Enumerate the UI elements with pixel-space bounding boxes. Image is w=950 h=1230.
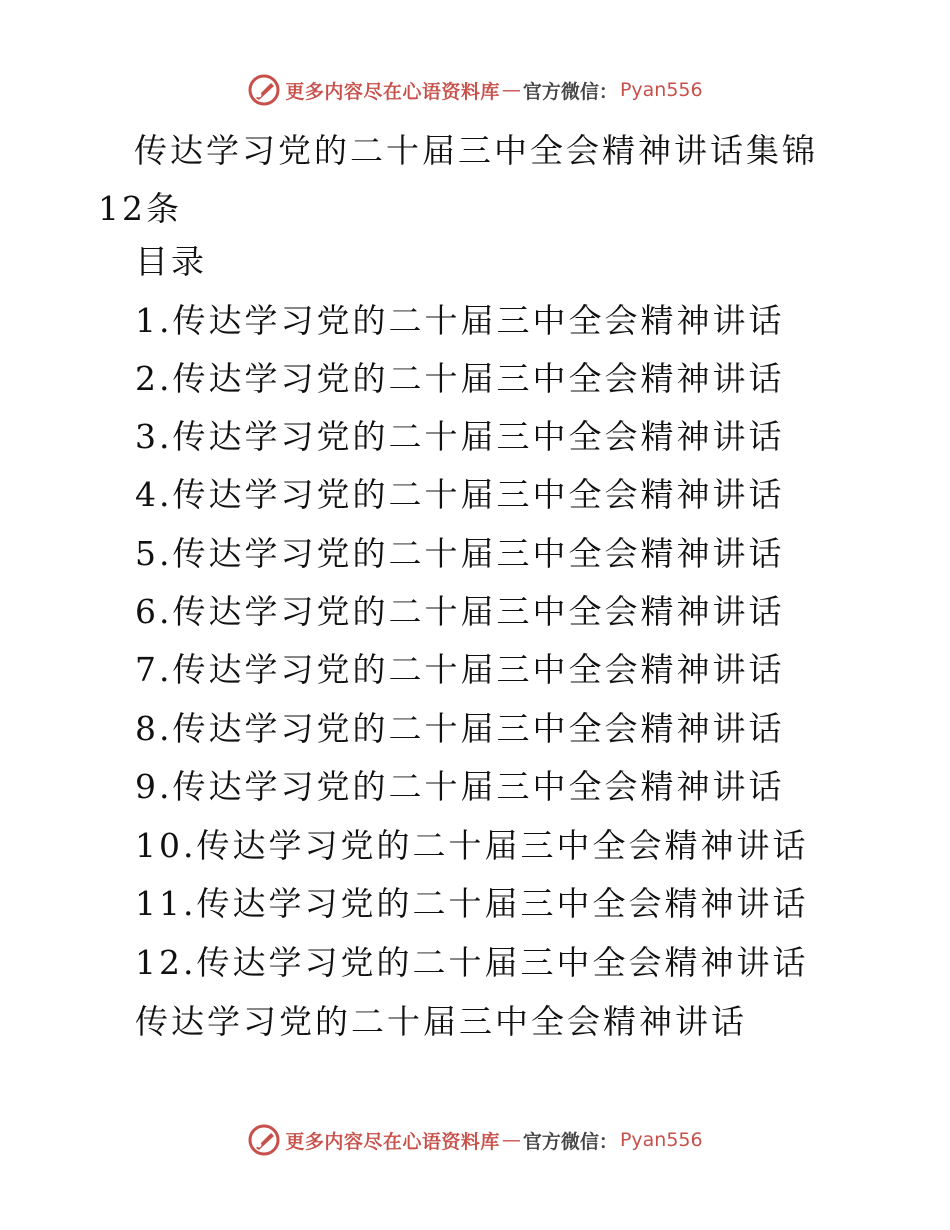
toc-heading: 目录 (135, 242, 207, 281)
header-watermark (0, 70, 950, 110)
toc-item: 9.传达学习党的二十届三中全会精神讲话 (135, 767, 785, 806)
toc-item: 3.传达学习党的二十届三中全会精神讲话 (135, 417, 785, 456)
footer-watermark (0, 1120, 950, 1160)
watermark-text: 更多内容尽在心语资料库 (285, 1130, 500, 1153)
section-heading: 传达学习党的二十届三中全会精神讲话 (135, 1002, 747, 1041)
toc-item: 4.传达学习党的二十届三中全会精神讲话 (135, 475, 785, 514)
watermark-wechat-label: 官方微信： (522, 80, 618, 103)
watermark-wechat-id: Pyan556 (619, 79, 703, 101)
watermark-text: 更多内容尽在心语资料库 (285, 80, 500, 103)
watermark-separator: — (501, 1129, 521, 1151)
toc-item: 6.传达学习党的二十届三中全会精神讲话 (135, 592, 785, 631)
watermark-wechat-label: 官方微信： (522, 1130, 618, 1153)
quill-logo-icon (247, 73, 281, 107)
toc-item: 11.传达学习党的二十届三中全会精神讲话 (135, 884, 809, 923)
quill-logo-icon (247, 1123, 281, 1157)
toc-item: 2.传达学习党的二十届三中全会精神讲话 (135, 359, 785, 398)
watermark-wechat-id: Pyan556 (619, 1129, 703, 1151)
toc-item: 10.传达学习党的二十届三中全会精神讲话 (135, 826, 809, 865)
document-title: 传达学习党的二十届三中全会精神讲话集锦 12条 (98, 131, 818, 228)
toc-item: 5.传达学习党的二十届三中全会精神讲话 (135, 534, 785, 573)
watermark-separator: — (501, 79, 521, 101)
toc-item: 8.传达学习党的二十届三中全会精神讲话 (135, 709, 785, 748)
toc-item: 7.传达学习党的二十届三中全会精神讲话 (135, 650, 785, 689)
toc-item: 12.传达学习党的二十届三中全会精神讲话 (135, 943, 809, 982)
toc-item: 1.传达学习党的二十届三中全会精神讲话 (135, 301, 785, 340)
